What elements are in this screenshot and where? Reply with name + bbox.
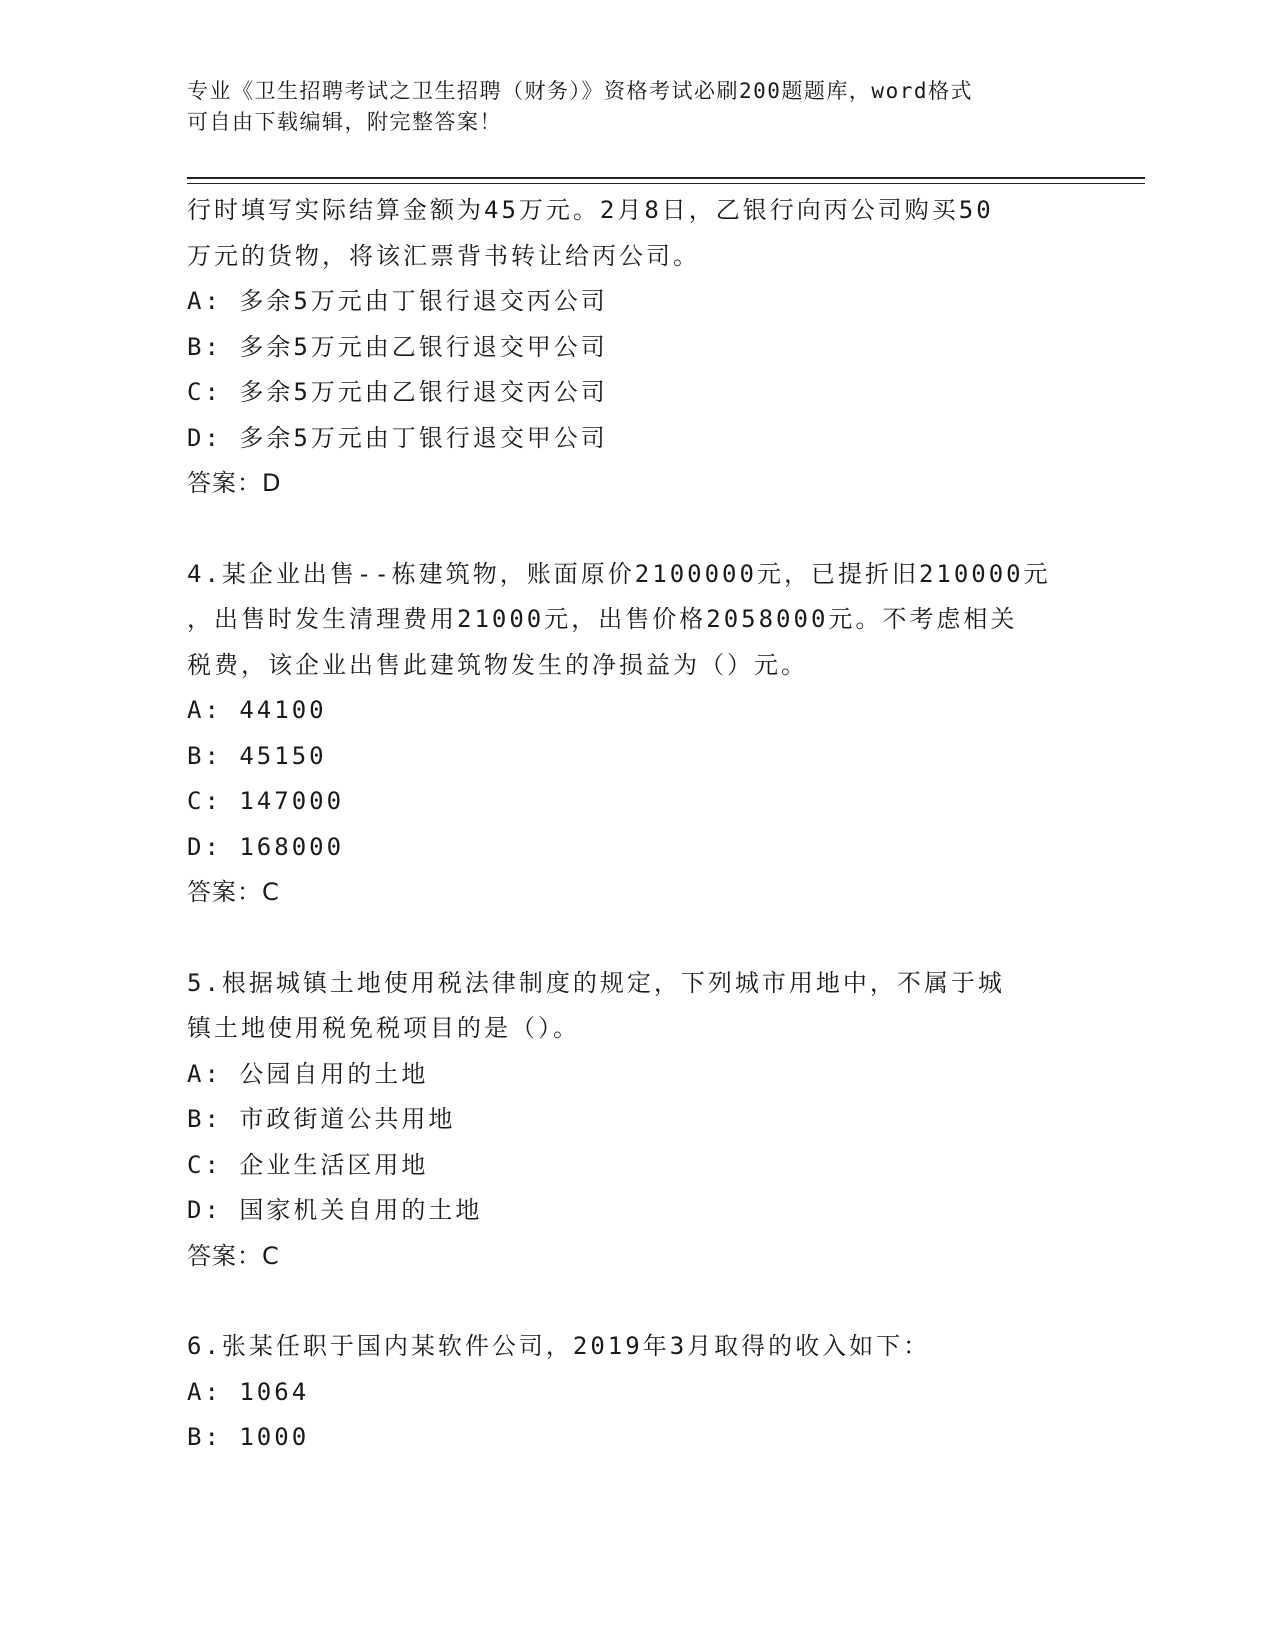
option-d: D: 多余5万元由丁银行退交甲公司: [187, 423, 608, 452]
question-5: [187, 961, 1107, 1280]
option-a: A: 44100: [187, 696, 327, 724]
question-text: 税费，该企业出售此建筑物发生的净损益为（）元。: [187, 650, 808, 679]
question-text: 6.张某任职于国内某软件公司，2019年3月取得的收入如下：: [187, 1332, 931, 1360]
question-3: [187, 188, 1107, 507]
option-c: C: 多余5万元由乙银行退交丙公司: [187, 378, 608, 406]
option-c: C: 147000: [187, 787, 345, 815]
option-b: B: 市政街道公共用地: [187, 1105, 456, 1133]
header-line-1: 专业《卫生招聘考试之卫生招聘（财务）》资格考试必刷200题题库，word格式: [187, 79, 973, 103]
option-b: B: 多余5万元由乙银行退交甲公司: [187, 332, 608, 361]
option-a: A: 公园自用的土地: [187, 1059, 429, 1088]
document-header: [187, 76, 1087, 138]
option-a: A: 多余5万元由丁银行退交丙公司: [187, 287, 608, 315]
option-c: C: 企业生活区用地: [187, 1150, 429, 1179]
question-text: 5.根据城镇土地使用税法律制度的规定，下列城市用地中，不属于城: [187, 968, 1005, 997]
question-6: [187, 1324, 1107, 1461]
spacer: [187, 1279, 1107, 1324]
question-text: 行时填写实际结算金额为45万元。2月8日，乙银行向丙公司购买50: [187, 196, 994, 224]
header-line-2: 可自由下载编辑，附完整答案！: [187, 110, 502, 134]
header-divider-thick: [187, 177, 1145, 179]
option-b: B: 1000: [187, 1423, 310, 1451]
option-b: B: 45150: [187, 741, 327, 770]
document-body: [187, 188, 1107, 1461]
header-divider-thin: [187, 183, 1145, 184]
spacer: [187, 507, 1107, 552]
question-text: 4.某企业出售--栋建筑物，账面原价2100000元，已提折旧210000元: [187, 559, 1051, 588]
question-4: [187, 552, 1107, 916]
answer: 答案：D: [187, 469, 282, 497]
option-d: D: 国家机关自用的土地: [187, 1196, 483, 1224]
answer: 答案：C: [187, 1241, 280, 1270]
option-a: A: 1064: [187, 1377, 310, 1406]
answer: 答案：C: [187, 878, 280, 906]
question-text: 镇土地使用税免税项目的是（）。: [187, 1014, 580, 1042]
spacer: [187, 916, 1107, 961]
option-d: D: 168000: [187, 832, 345, 861]
question-text: ，出售时发生清理费用21000元，出售价格2058000元。不考虑相关: [187, 605, 1018, 633]
question-text: 万元的货物，将该汇票背书转让给丙公司。: [187, 241, 700, 270]
